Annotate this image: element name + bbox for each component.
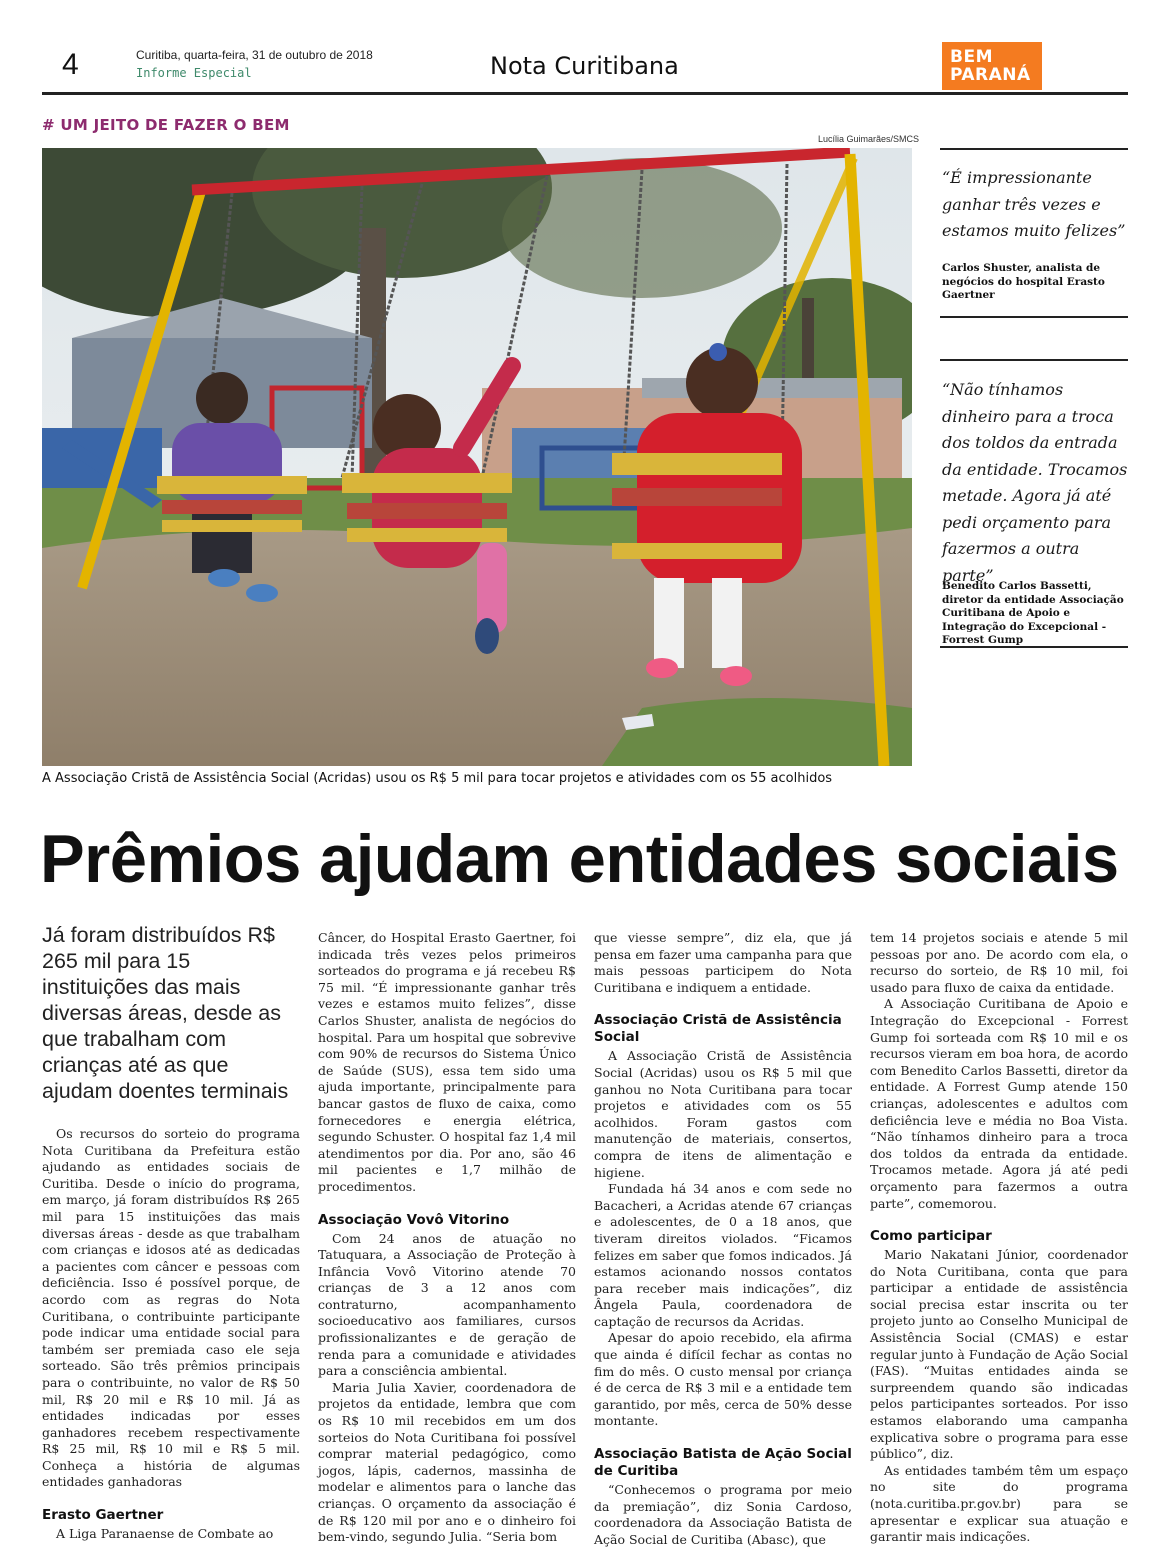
logo-line-1: BEM (950, 47, 993, 67)
paper-title: Nota Curitibana (490, 52, 679, 80)
quote-rule (940, 316, 1128, 318)
subhead-vovo-vitorino: Associação Vovô Vitorino (318, 1211, 510, 1228)
paragraph: Os recursos do sorteio do programa Nota Curitibana da Prefeitura estão ajudando as entidades sociais de Curitiba. Desde o início do programa, em março, já foram distribuídos R$ 265 mil para 15 instituições das mais diversas áreas - desde as que trabalham com crianças e idosos até as dedicadas a pacientes com câncer e pessoas com deficiência. Isso é possível porque, de acordo com as regras do Nota Curitibana, o contribuinte participante pode indicar uma entidade social para também ser premiada caso ele seja sorteado. São três prêmios principais para o contribuinte, no valor de R$ 50 mil, R$ 20 mil e R$ 10 mil. Já as entidades indicadas por esses ganhadores recebem respectivamente R$ 25 mil, R$ 10 mil e R$ 5 mil. Conheça a história de algumas entidades ganhadoras (42, 1126, 300, 1490)
paragraph: As entidades também têm um espaço no site do programa (nota.curitiba.pr.gov.br) para se apresentar e explicar sua atuação e garantir mais indicações. (870, 1462, 1128, 1545)
paragraph: A Associação Curitibana de Apoio e Integração do Excepcional - Forrest Gump foi sorteada com R$ 10 mil e os recursos vieram em boa hora, de acordo com Benedito Carlos Bassetti, diretor da entidade. A Forrest Gump atende 150 crianças, adolescentes e adultos com deficiência leve e média no Boa Vista. “Não tínhamos dinheiro para a troca dos toldos da entrada da entidade. Trocamos metade. Agora já até pedi orçamento para fazermos a outra parte”, comemorou. (870, 996, 1128, 1211)
paragraph: Maria Julia Xavier, coordenadora de projetos da entidade, lembra que com os R$ 10 mil recebidos em um dos sorteios do Nota Curitibana foi possível comprar material pedagógico, como jogos, lápis, cadernos, massinha de modelar e alimentos para o lanche das crianças. O orçamento da associação é de R$ 120 mil por ano e o dinheiro foi bem-vindo, segundo Julia. “Seria bom (318, 1379, 576, 1545)
deck: Já foram distribuídos R$ 265 mil para 15 instituições das mais diversas áreas, desde as que trabalham com crianças até as que ajudam doentes terminais (42, 923, 289, 1103)
article-column-2 (318, 930, 576, 1546)
quote-rule (940, 359, 1128, 361)
pull-quote-1-attribution: Carlos Shuster, analista de negócios do hospital Erasto Gaertner (942, 262, 1105, 301)
playground-photo (42, 148, 912, 766)
header-rule (42, 92, 1128, 95)
paragraph: A Liga Paranaense de Combate ao (56, 1526, 274, 1542)
paragraph: Fundada há 34 anos e com sede no Bacacheri, a Acridas atende 67 crianças e adolescentes, de 0 a 18 anos, que tiveram direitos violados. “Ficamos felizes em saber que fomos indicados. Já estamos acionando nossos contatos para receber mais indicações”, diz Ângela Paula, coordenadora de captação de recursos da Acridas. (594, 1181, 852, 1329)
swing-illustration (42, 148, 912, 766)
page-number: 4 (62, 48, 79, 81)
logo-line-2: PARANÁ (950, 65, 1031, 85)
subhead-como-participar: Como participar (870, 1228, 992, 1245)
article-column-4 (870, 930, 1128, 1546)
kicker: # UM JEITO DE FAZER O BEM (42, 116, 290, 134)
article-column-1 (42, 1126, 300, 1543)
quote-rule (940, 646, 1128, 648)
paragraph: tem 14 projetos sociais e atende 5 mil pessoas por ano. De acordo com ela, o recurso do sorteio, de R$ 10 mil, foi usado para fluxo de caixa da entidade. (870, 930, 1128, 995)
paragraph: “Conhecemos o programa por meio da premiação”, diz Sonia Cardoso, coordenadora da Associação Batista de Ação Social de Curitiba (Abasc), que (594, 1482, 852, 1547)
paragraph: Apesar do apoio recebido, ela afirma que ainda é difícil fechar as contas no fim do mês. O custo mensal por criança é de cerca de R$ 3 mil e a entidade tem garantido, por mês, cerca de 50% desse montante. (594, 1330, 852, 1429)
pull-quote-1: “É impressionante ganhar três vezes e estamos muito felizes” (942, 168, 1126, 240)
paragraph: Mario Nakatani Júnior, coordenador do Nota Curitibana, conta que para participar a entidade de assistência social precisa estar inscrita ou ter projeto junto ao Conselho Municipal de Assistência Social (CMAS) e estar regular junto à Fundação de Ação Social (FAS). “Muitas entidades ainda se surpreendem quando são indicadas pelos participantes sorteados. Por isso estamos elaborando uma campanha explicativa sobre o programa para esse público”, diz. (870, 1247, 1128, 1462)
subhead-abasc: Associação Batista de Ação Social de Curitiba (594, 1446, 852, 1480)
quote-rule (940, 148, 1128, 150)
photo-caption: A Associação Cristã de Assistência Social (Acridas) usou os R$ 5 mil para tocar projetos e atividades com os 55 acolhidos (42, 771, 833, 786)
paragraph: A Associação Cristã de Assistência Social (Acridas) usou os R$ 5 mil que ganhou no Nota Curitibana para tocar projetos e atividades com os 55 acolhidos. Foram gastos com manutenção de materiais, consertos, compra de itens de alimentação e higiene. (594, 1048, 852, 1180)
paragraph: Câncer, do Hospital Erasto Gaertner, foi indicada três vezes pelos primeiros sorteados do programa e já recebeu R$ 75 mil. “É impressionante ganhar três vezes e estamos muito felizes”, disse Carlos Shuster, analista de negócios do hospital. Para um hospital que sobrevive com 90% de recursos do Sistema Único de Saúde (SUS), essa tem sido uma ajuda importante, principalmente para bancar gastos de fluxo de caixa, como fornecedores e energia elétrica, segundo Schuster. O hospital faz 1,4 mil atendimentos por dia. Por ano, são 46 mil pacientes e 1,7 milhão de procedimentos. (318, 930, 576, 1194)
article-column-3 (594, 930, 852, 1548)
pull-quote-2-attribution: Benedito Carlos Bassetti, diretor da entidade Associação Curitibana de Apoio e Integração do Excepcional - Forrest Gump (942, 580, 1124, 646)
subhead-erasto-gaertner: Erasto Gaertner (42, 1507, 164, 1524)
dateline: Curitiba, quarta-feira, 31 de outubro de 2018 (136, 48, 373, 62)
paragraph: Com 24 anos de atuação no Tatuquara, a Associação de Proteção à Infância Vovô Vitorino atende 70 crianças de 3 a 12 anos com contraturno, acompanhamento socioeducativo aos familiares, cursos profissionalizantes e de geração de renda para a comunidade e atividades para a consciência ambiental. (318, 1230, 576, 1379)
paragraph: que viesse sempre”, diz ela, que já pensa em fazer uma campanha para que mais pessoas participem do Nota Curitibana e indiquem a entidade. (594, 930, 852, 995)
headline: Prêmios ajudam entidades sociais (40, 821, 1119, 897)
photo-credit: Lucília Guimarães/SMCS (818, 134, 920, 144)
subhead-acridas: Associação Cristã de Assistência Social (594, 1012, 842, 1046)
pull-quote-2: “Não tínhamos dinheiro para a troca dos toldos da entrada da entidade. Trocamos metade. Agora já até pedi orçamento para fazermos a outra parte” (942, 380, 1128, 585)
section-label: Informe Especial (136, 66, 252, 80)
bem-parana-logo (942, 42, 1042, 90)
